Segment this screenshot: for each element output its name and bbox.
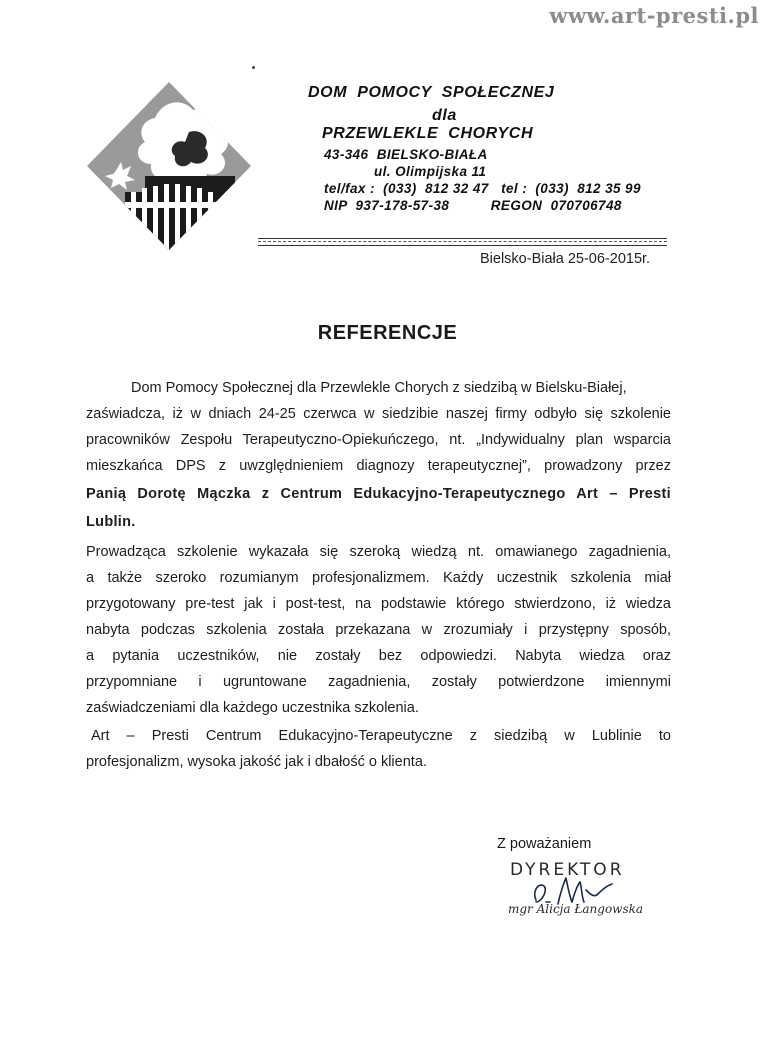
body-line: przypomniane i ugruntowane zagadnienia, zostały potwierdzone imiennymi (86, 674, 671, 690)
body-line: Dom Pomocy Społecznej dla Przewlekle Chorych z siedzibą w Bielsku-Białej, (131, 380, 627, 396)
body-line: zaświadcza, iż w dniach 24-25 czerwca w siedzibie naszej firmy odbyło się szkolenie (86, 406, 671, 422)
header-divider (258, 238, 667, 246)
body-line: profesjonalizm, wysoka jakość jak i dbałość o klienta. (86, 754, 427, 770)
website-watermark: www.art-presti.pl (549, 3, 759, 28)
institution-name-line3: PRZEWLEKLE CHORYCH (322, 125, 534, 142)
body-line: mieszkańca DPS z uwzględnieniem diagnozy terapeutycznej”, prowadzony przez (86, 458, 671, 474)
address-street: ul. Olimpijska 11 (374, 164, 487, 179)
body-line: przygotowany pre-test jak i post-test, na podstawie którego stwierdzono, iż wiedza (86, 596, 671, 612)
body-line: a także szeroko rozumianym profesjonalizmem. Każdy uczestnik szkolenia miał (86, 570, 671, 586)
body-line: pracowników Zespołu Terapeutyczno-Opiekuńczego, nt. „Indywidualny plan wsparcia (86, 432, 671, 448)
tree-fence-diamond-logo (85, 80, 253, 252)
body-line: Art – Presti Centrum Edukacyjno-Terapeutyczne z siedzibą w Lublinie to (91, 728, 671, 744)
tax-ids: NIP 937-178-57-38 REGON 070706748 (324, 198, 622, 213)
director-name-stamp: mgr Alicja Łangowska (508, 902, 644, 916)
document-title: REFERENCJE (317, 322, 458, 344)
body-line: Prowadząca szkolenie wykazała się szeroką wiedzą nt. omawianego zagadnienia, (86, 544, 671, 560)
trainer-city-line: Lublin. (86, 514, 136, 530)
address-city: 43-346 BIELSKO-BIAŁA (324, 147, 488, 162)
body-line: zaświadczeniami dla każdego uczestnika szkolenia. (86, 700, 419, 716)
body-line: a pytania uczestników, nie zostały bez odpowiedzi. Nabyta wiedza oraz (86, 648, 671, 664)
director-stamp-title: DYREKTOR (510, 860, 625, 880)
institution-name-line1: DOM POMOCY SPOŁECZNEJ (308, 84, 555, 101)
closing-greeting: Z poważaniem (497, 836, 592, 852)
phone-numbers: tel/fax : (033) 812 32 47 tel : (033) 812 35 99 (324, 181, 641, 196)
speck-mark (252, 66, 255, 69)
document-date: Bielsko-Biała 25-06-2015r. (480, 251, 651, 267)
trainer-name-line: Panią Dorotę Mączka z Centrum Edukacyjno-Terapeutycznego Art – Presti (86, 486, 671, 502)
institution-name-line2: dla (432, 107, 457, 124)
body-line: nabyta podczas szkolenia została przekazana w zrozumiały i przystępny sposób, (86, 622, 671, 638)
